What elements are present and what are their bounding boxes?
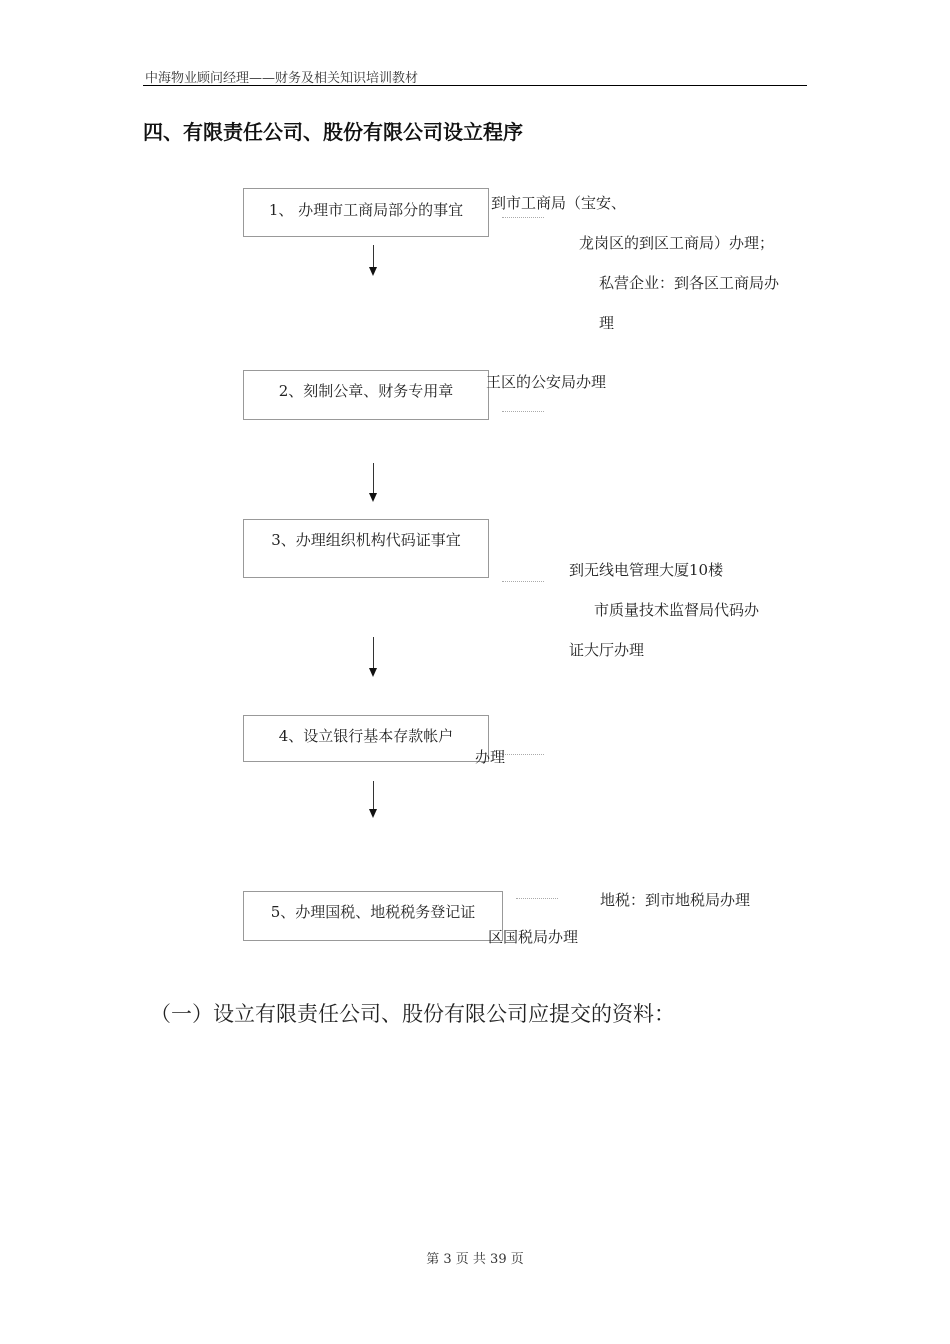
step-2-label: 2、刻制公章、财务专用章 [278, 382, 454, 400]
step-4-label: 4、设立银行基本存款帐户 [278, 727, 454, 745]
step-1-note-line-4: 理 [599, 314, 615, 332]
step-1-label: 1、 办理市工商局部分的事宜 [268, 201, 464, 219]
page-footer: 第 3 页 共 39 页 [426, 1252, 524, 1267]
step-3-box [243, 519, 489, 578]
header-rule [143, 85, 807, 86]
page-header: 中海物业顾问经理——财务及相关知识培训教材 [145, 71, 419, 86]
step-4-note: 办理 [475, 748, 506, 766]
page-title: 四、有限责任公司、股份有限公司设立程序 [143, 120, 523, 144]
step-3-note-line-2: 市质量技术监督局代码办 [594, 601, 760, 619]
step-3-label: 3、办理组织机构代码证事宜 [271, 531, 461, 549]
section-heading: （一）设立有限责任公司、股份有限公司应提交的资料： [150, 1002, 675, 1026]
step-3-connector [502, 581, 544, 582]
step-1-note-line-3: 私营企业：到各区工商局办 [599, 274, 780, 292]
step-2-note: 王区的公安局办理 [486, 373, 607, 391]
step-5-note-line-1: 地税：到市地税局办理 [600, 891, 751, 909]
step-1-note-line-1: 到市工商局（宝安、 [491, 194, 627, 212]
step-1-note-line-2: 龙岗区的到区工商局）办理； [579, 234, 775, 252]
step-3-note-line-3: 证大厅办理 [569, 641, 645, 659]
step-4-connector [502, 754, 544, 755]
step-4-box [243, 715, 489, 762]
step-1-box [243, 188, 489, 237]
step-2-connector [502, 411, 544, 412]
step-5-note-line-2: 区国税局办理 [488, 928, 579, 946]
step-5-connector [516, 898, 558, 899]
step-5-label: 5、办理国税、地税税务登记证 [270, 903, 476, 921]
step-3-note-line-1: 到无线电管理大厦10楼 [569, 561, 724, 579]
step-2-box [243, 370, 489, 420]
step-5-box [243, 891, 503, 941]
step-1-connector [502, 217, 544, 218]
